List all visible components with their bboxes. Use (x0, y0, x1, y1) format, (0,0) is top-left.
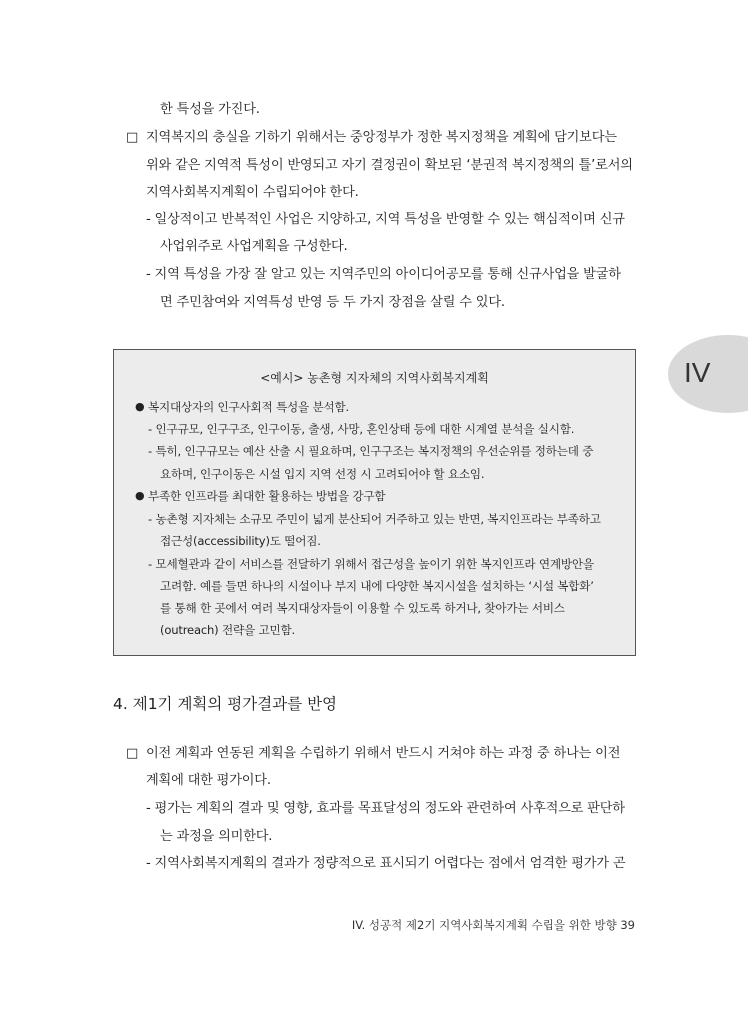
body-line: - 지역사회복지계획의 결과가 정량적으로 표시되기 어렵다는 점에서 엄격한 평가가 곤 (146, 856, 626, 871)
section-heading: 4. 제1기 계획의 평가결과를 반영 (113, 695, 338, 713)
body-line: 계획에 대한 평가이다. (146, 773, 271, 788)
example-box-title: <예시> 농촌형 지자체의 지역사회복지계획 (260, 371, 489, 385)
box-line: (outreach) 전략을 고민함. (160, 623, 295, 637)
body-line: 이전 계획과 연동된 계획을 수립하기 위해서 반드시 거쳐야 하는 과정 중 하나는 이전 (146, 746, 621, 761)
box-line: 복지대상자의 인구사회적 특성을 분석함. (148, 400, 349, 414)
box-line: - 모세혈관과 같이 서비스를 전달하기 위해서 접근성을 높이기 위한 복지인프라 연계방안을 (148, 557, 594, 571)
bullet-marker: ● (135, 489, 145, 502)
body-line: 면 주민참여와 지역특성 반영 등 두 가지 장점을 살릴 수 있다. (160, 295, 505, 310)
box-line: 요하며, 인구이동은 시설 입지 지역 선정 시 고려되어야 할 요소임. (160, 467, 485, 481)
body-line: 지역사회복지계획이 수립되어야 한다. (146, 185, 359, 200)
box-line: 접근성(accessibility)도 떨어짐. (160, 534, 321, 548)
box-line: 를 통해 한 곳에서 여러 복지대상자들이 이용할 수 있도록 하거나, 찾아가는 서비스 (160, 601, 565, 615)
bullet-marker: ● (135, 400, 145, 413)
box-line: 부족한 인프라를 최대한 활용하는 방법을 강구함 (148, 489, 386, 503)
body-line: 사업위주로 사업계획을 구성한다. (160, 239, 348, 254)
body-line: - 지역 특성을 가장 잘 알고 있는 지역주민의 아이디어공모를 통해 신규사업을 발굴하 (146, 267, 621, 282)
page-footer: IV. 성공적 제2기 지역사회복지계획 수립을 위한 방향 39 (351, 918, 635, 932)
box-line: - 특히, 인구규모는 예산 산출 시 필요하며, 인구구조는 복지정책의 우선순위를 정하는데 중 (148, 444, 594, 458)
example-box (113, 349, 636, 656)
square-marker: □ (126, 130, 139, 145)
body-line: 위와 같은 지역적 특성이 반영되고 자기 결정권이 확보된 ‘분권적 복지정책의 틀’로서의 (146, 158, 633, 173)
square-marker: □ (126, 746, 139, 761)
body-line: - 일상적이고 반복적인 사업은 지양하고, 지역 특성을 반영할 수 있는 핵심적이며 신규 (146, 212, 625, 227)
box-line: - 농촌형 지자체는 소규모 주민이 넓게 분산되어 거주하고 있는 반면, 복지인프라는 부족하고 (148, 512, 601, 526)
chapter-tab-label: IV (684, 357, 711, 388)
body-line: 지역복지의 충실을 기하기 위해서는 중앙정부가 정한 복지정책을 계획에 담기보다는 (146, 130, 617, 145)
body-line: - 평가는 계획의 결과 및 영향, 효과를 목표달성의 정도와 관련하여 사후적으로 판단하 (146, 801, 625, 816)
body-line: 는 과정을 의미한다. (160, 829, 273, 844)
box-line: - 인구규모, 인구구조, 인구이동, 출생, 사망, 혼인상태 등에 대한 시계열 분석을 실시함. (148, 422, 575, 436)
box-line: 고려함. 예를 들면 하나의 시설이나 부지 내에 다양한 복지시설을 설치하는 ‘시설 복합화’ (160, 579, 594, 593)
body-line: 한 특성을 가진다. (160, 102, 260, 117)
